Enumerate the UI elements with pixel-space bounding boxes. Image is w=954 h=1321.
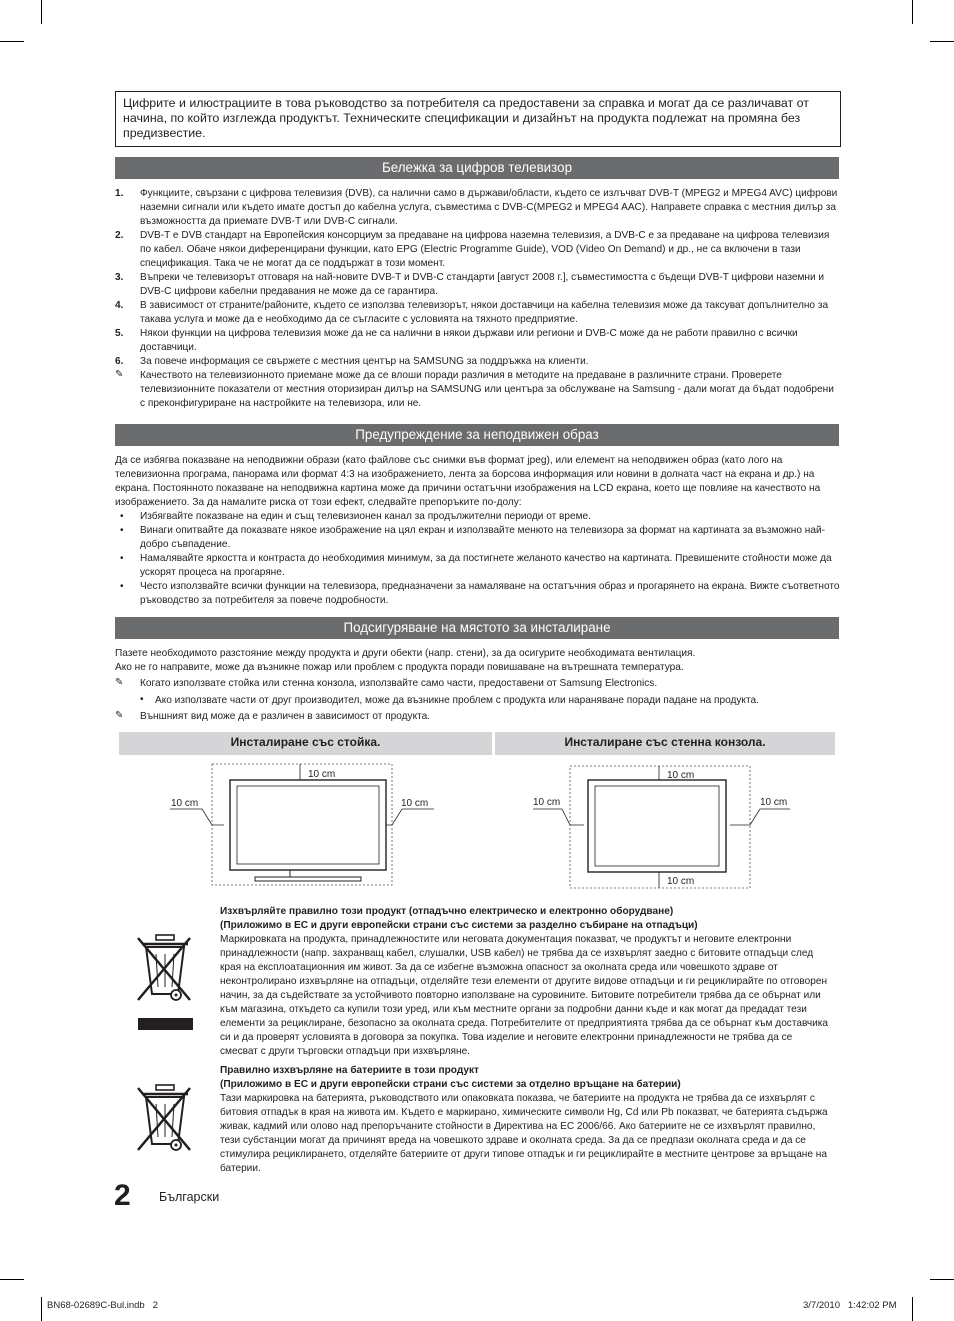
still-image-bullets (115, 510, 840, 608)
list-item (115, 552, 840, 580)
battery-subtitle: (Приложимо в ЕС и други европейски страни със системи за отделно връщане на батерии) (220, 1079, 681, 1090)
note-text: Качеството на телевизионното приемане може да се влоши поради различия в методите на предаване в различните страни. Проверете телевизионните показатели от местния оторизиран дилър на SAMSUNG или центъра за обслужване на Samsung - дали могат да бъдат подобрени с преконфигуриране на настройките на телевизора, или не. (140, 370, 834, 409)
crop-mark (0, 41, 24, 42)
bullet-text: Често използвайте всички функции на телевизора, предназначени за намаляване на остатъчния образ и прогарянето на екрана. Вижте съответното ръководство за потребителя за повече подробности. (140, 581, 840, 606)
bullet-text: Намалявайте яркостта и контраста до необходимия минимум, за да постигнете желаното качество на картината. Превишените стойности може да ускорят процеса на прогаряне. (140, 553, 832, 578)
install-note-2 (115, 710, 840, 724)
crop-mark (41, 1297, 42, 1321)
clearance-label: 10 cm (533, 797, 561, 808)
crossed-out-battery-bin-icon (132, 1082, 198, 1162)
item-number: 1. (115, 188, 124, 199)
section-heading-digital-tv: Бележка за цифров телевизор (115, 157, 839, 179)
still-image-intro: Да се избягва показване на неподвижни образи (като файлове със снимки във формат jpeg), или елемент на неподвижен образ (като лого на телевизионна програма, панорама или формат 4:3 на изображението, лента за борсова информация или новини в долната част на екрана и др.) на екрана. Постоянното показване на неподвижна картина може да причини остатъчни изображения на LCD екрана, което ще повлияе на качеството на изображението. За да намалите риска от този ефект, следвайте препоръките по-долу: (115, 455, 821, 508)
list-item (115, 580, 840, 608)
battery-notice (220, 1064, 832, 1176)
section-heading-still-image: Предупреждение за неподвижен образ (115, 424, 839, 446)
print-timestamp: 3/7/2010 1:42:02 PM (803, 1300, 897, 1311)
item-number: 5. (115, 328, 124, 339)
clearance-label: 10 cm (760, 797, 788, 808)
item-number: 6. (115, 356, 124, 367)
item-number: 4. (115, 300, 124, 311)
crop-mark (912, 0, 913, 24)
page-number: 2 (114, 1179, 131, 1212)
note-pencil-icon: ✎ (115, 369, 124, 380)
list-item (115, 299, 840, 327)
note-item (115, 369, 840, 411)
wall-install-diagram (530, 758, 800, 893)
crop-mark (912, 1297, 913, 1321)
item-number: 3. (115, 272, 124, 283)
list-item (115, 355, 840, 369)
stand-install-heading: Инсталиране със стойка. (119, 732, 492, 755)
bullet-text: Избягвайте показване на един и същ телевизионен канал за продължителни периоди от време. (140, 511, 591, 522)
crop-mark (41, 0, 42, 24)
bullet-icon: • (140, 694, 144, 705)
crop-mark (930, 1279, 954, 1280)
install-line-2: Ако не го направите, може да възникне пожар или проблем с продукта поради повишаване на вътрешната температура. (115, 662, 684, 673)
bullet-icon: • (120, 581, 124, 592)
list-item (115, 327, 840, 355)
item-text: Някои функции на цифрова телевизия може да не са налични в някои държави или региони и DVB-C може да не работи правилно с всички доставчици. (140, 328, 798, 353)
list-item (115, 271, 840, 299)
list-item (115, 524, 840, 552)
weee-body: Маркировката на продукта, принадлежностите или неговата документация показват, че продуктът и неговите електронни принадлежности (напр. захранващ кабел, слушалки, USB кабел) не трябва да се изхвърлят заедно с битовите отпадъци след края на експлоатационния им живот. За да се избегне възможна опасност за околната среда или човешкото здраве от неконтролирано изхвърляне на отпадъци, отделяйте тези елементи от другите видове отпадъци и ги рециклирайте по отговорен начин, за да съдействате за устойчивото повторно използване на суровините. Битовите потребители трябва да се обърнат или към магазина, откъдето са купили този уред, или към местните органи за подробни данни къде и как могат да предадат тези елементи за рециклиране, безопасно за околната среда. Потребителите от предприятията трябва да се обърнат към доставчика си и да проверят условията в договора за покупка. Това изделие и неговите електронни принадлежности не трябва да се смесват с други търговски отпадъци при изхвърляне. (220, 934, 829, 1057)
bullet-icon: • (120, 553, 124, 564)
stand-install-diagram (160, 758, 450, 888)
clearance-label: 10 cm (667, 770, 695, 781)
note-pencil-icon: ✎ (115, 677, 124, 688)
note-text: Когато използвате стойка или стенна конзола, използвайте само части, предоставени от Samsung Electronics. (140, 678, 658, 689)
weee-notice (220, 905, 832, 1059)
disclaimer-box: Цифрите и илюстрациите в това ръководство за потребителя са предоставени за справка и могат да се различават от начина, по който изглежда продуктът. Техническите спецификации и дизайнът на продукта подлежат на промяна без предизвестие. (115, 91, 841, 147)
weee-title: Изхвърляйте правилно този продукт (отпадъчно електрическо и електронно оборудване) (220, 906, 674, 917)
crop-mark (0, 1279, 24, 1280)
install-note-1 (115, 677, 840, 691)
item-text: В зависимост от страните/районите, където се използва телевизорът, някои доставчици на кабелна телевизия може да таксуват допълнително за такава услуга и може да е необходимо да се съгласите с условията на тяхното предприятие. (140, 300, 829, 325)
list-item (115, 187, 840, 229)
file-slug: BN68-02689C-Bul.indb 2 (47, 1300, 158, 1311)
weee-subtitle: (Приложимо в ЕС и други европейски страни със системи за разделно събиране на отпадъци) (220, 920, 698, 931)
list-item (115, 510, 840, 524)
list-item (115, 229, 840, 271)
crop-mark (930, 41, 954, 42)
section-heading-install: Подсигуряване на мястото за инсталиране (115, 617, 839, 639)
item-text: Въпреки че телевизорът отговаря на най-новите DVB-T и DVB-C стандарти [август 2008 г.], съвместимостта с бъдещи DVB-T цифрови наземни и DVB-C цифрови кабелни предавания не може да се гарантира. (140, 272, 825, 297)
install-line-1: Пазете необходимото разстояние между продукта и други обекти (напр. стени), за да осигурите необходимата вентилация. (115, 648, 696, 659)
install-sub-bullet (115, 694, 840, 708)
item-text: За повече информация се свържете с местния център на SAMSUNG за поддръжка на клиенти. (140, 356, 589, 367)
bullet-icon: • (120, 525, 124, 536)
item-text: Функциите, свързани с цифрова телевизия (DVB), са налични само в държави/области, където се излъчват DVB-T (MPEG2 и MPEG4 AVC) цифрови наземни сигнали или където имате достъп до кабелна услуга, съвместима с DVB-C(MPEG2 и MPEG4 AAC). Направете справка с местния дилър за възможността да приемате DVB-T или DVB-C сигнали. (140, 188, 838, 227)
item-number: 2. (115, 230, 124, 241)
battery-title: Правилно изхвърляне на батериите в този продукт (220, 1065, 479, 1076)
page-language: Български (159, 1190, 220, 1204)
bullet-text: Ако използвате части от друг производител, може да възникне проблем с продукта или нараняване поради падане на продукта. (155, 695, 759, 706)
battery-body: Тази маркировка на батерията, ръководството или опаковката показва, че батериите на продукта не трябва да се изхвърлят с битовия отпадък в края на живота им. Където е маркирано, химическите символи Hg, Cd или Pb показват, че батерията съдържа живак, кадмий или олово над препоръчаните стойности в Директива на ЕС 2006/66. Ако батериите не се изхвърлят правилно, тези субстанции могат да причинят вреда на човешкото здраве и околната среда. За да се предпази околната среда и да се стимулира рециклирането, отделяйте батериите от други типове отпадък и ги рециклирайте в местните центрове за връщане на батерии. (220, 1093, 828, 1174)
clearance-label: 10 cm (308, 769, 336, 780)
note-text: Външният вид може да е различен в зависимост от продукта. (140, 711, 431, 722)
clearance-label: 10 cm (401, 798, 429, 809)
bullet-text: Винаги опитвайте да показвате някое изображение на цял екран и използвайте менюто на телевизора за формат на картината за възможно най-добро съвпадение. (140, 525, 825, 550)
wall-install-heading: Инсталиране със стенна конзола. (495, 732, 835, 755)
crossed-out-bin-icon (132, 932, 198, 1032)
bullet-icon: • (120, 511, 124, 522)
clearance-label: 10 cm (667, 876, 695, 887)
digital-tv-list (115, 187, 840, 411)
clearance-label: 10 cm (171, 798, 199, 809)
item-text: DVB-T е DVB стандарт на Европейския консорциум за предаване на цифрова наземна телевизия, а DVB-C е за предаване на цифрова телевизия по кабел. Обаче някои диференцирани функции, като EPG (Electric Programme Guide), VOD (Video On Demand) и др., не са включени в тази спецификация. Така че не могат да се поддържат в този момент. (140, 230, 830, 269)
note-pencil-icon: ✎ (115, 710, 124, 721)
